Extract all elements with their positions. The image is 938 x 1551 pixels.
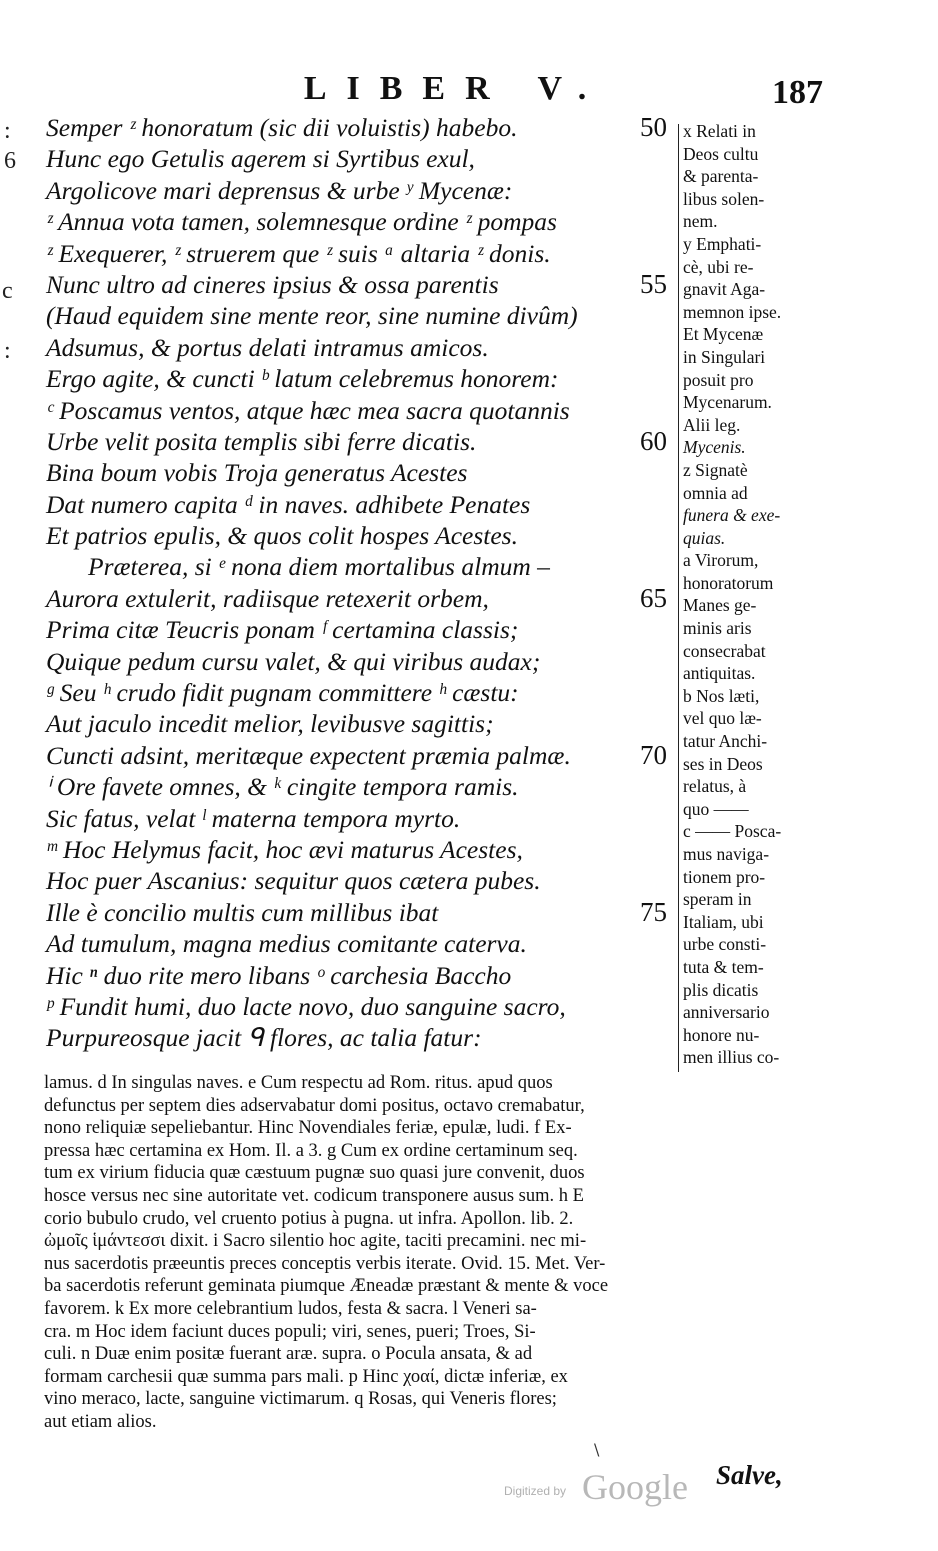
verse-line bbox=[46, 614, 661, 645]
margin-mark: c bbox=[2, 278, 13, 304]
line-number: 75 bbox=[640, 896, 667, 927]
footnote-line: ὠμοῖς ἱμάντεσσι dixit. i Sacro silentio hoc agite, taciti precamini. nec mi- bbox=[44, 1231, 587, 1252]
verse-line bbox=[46, 551, 661, 582]
verse-text: Hoc puer Ascanius: sequitur quos cætera pubes. bbox=[46, 866, 541, 896]
side-note-line: funera & exe- bbox=[683, 505, 781, 526]
side-note-line: ses in Deos bbox=[683, 753, 763, 774]
verse-line bbox=[46, 363, 661, 394]
verse-line bbox=[46, 175, 661, 206]
verse-text: Bina boum vobis Troja generatus Acestes bbox=[46, 458, 468, 488]
verse-line bbox=[46, 520, 661, 551]
side-note-line: quo —— bbox=[683, 798, 749, 819]
footnote-line: cra. m Hoc idem faciunt duces populi; viri, senes, pueri; Troes, Si- bbox=[44, 1321, 536, 1342]
footnote-line: ba sacerdotis referunt geminata piumque Æneadæ præstant & mente & voce bbox=[44, 1276, 609, 1297]
side-note-line: honore nu- bbox=[683, 1024, 760, 1045]
side-note-line: nem. bbox=[683, 211, 718, 232]
verse-line bbox=[46, 991, 661, 1022]
side-note-line: in Singulari bbox=[683, 346, 766, 367]
digitized-by-label: Digitized by bbox=[504, 1484, 567, 1498]
verse-line bbox=[46, 803, 661, 834]
verse-text: (Haud equidem sine mente reor, sine numine divûm) bbox=[46, 301, 578, 331]
verse-text: Argolicove mari deprensus & urbe ʸ Mycenæ: bbox=[46, 175, 513, 205]
verse-text: ᶻ Annua vota tamen, solemnesque ordine ᶻ pompas bbox=[46, 207, 557, 237]
side-note-line: vel quo læ- bbox=[683, 708, 762, 729]
verse-text: Hunc ego Getulis agerem si Syrtibus exul, bbox=[46, 144, 475, 174]
verse-line bbox=[46, 489, 661, 520]
side-note-line: Italiam, ubi bbox=[683, 911, 764, 932]
margin-mark: 6 bbox=[4, 148, 16, 174]
verse-text: Cuncti adsint, meritæque expectent præmia palmæ. bbox=[46, 740, 571, 770]
side-note-line: relatus, à bbox=[683, 776, 747, 797]
side-note-line: Mycenis. bbox=[683, 437, 746, 458]
side-note-line: urbe consti- bbox=[683, 934, 767, 955]
verse-text: ᵖ Fundit humi, duo lacte novo, duo sanguine sacro, bbox=[46, 991, 566, 1021]
verse-line bbox=[46, 960, 661, 991]
side-note-line: Deos cultu bbox=[683, 143, 759, 164]
verse-text: ᵐ Hoc Helymus facit, hoc ævi maturus Acestes, bbox=[46, 834, 523, 864]
footnote-line: hosce versus nec sine autoritate vet. codicum transponere ausus sum. h E bbox=[44, 1185, 584, 1206]
verse-text: Ergo agite, & cuncti ᵇ latum celebremus honorem: bbox=[46, 364, 559, 394]
verse-line bbox=[46, 238, 661, 269]
verse-line bbox=[46, 646, 661, 677]
verse-line bbox=[46, 739, 667, 771]
verse-text: Purpureosque jacit ᑫ flores, ac talia fatur: bbox=[46, 1023, 482, 1053]
verse-text: Præterea, si ᵉ nona diem mortalibus almum – bbox=[88, 552, 550, 582]
verse-text: ᶜ Poscamus ventos, atque hæc mea sacra quotannis bbox=[46, 395, 570, 425]
google-watermark: Google bbox=[582, 1467, 688, 1507]
verse-text: Sic fatus, velat ˡ materna tempora myrto. bbox=[46, 803, 461, 833]
verse-text: Ad tumulum, magna medius comitante caterva. bbox=[46, 929, 527, 959]
margin-mark: : bbox=[4, 118, 11, 144]
verse-line bbox=[46, 677, 661, 708]
verse-text: Urbe velit posita templis sibi ferre dicatis. bbox=[46, 426, 477, 456]
verse-text: ᵍ Seu ʰ crudo fidit pugnam committere ʰ cæstu: bbox=[46, 678, 519, 708]
side-note-line: Mycenarum. bbox=[683, 392, 772, 413]
side-note-line: Manes ge- bbox=[683, 595, 757, 616]
side-note-line: tionem pro- bbox=[683, 866, 766, 887]
side-note-line: z Signatè bbox=[683, 459, 748, 480]
side-note-line: mus naviga- bbox=[683, 844, 770, 864]
side-note-line: gnavit Aga- bbox=[683, 279, 766, 300]
verse-text: Adsumus, & portus delati intramus amicos. bbox=[46, 332, 489, 362]
footnote-line: lamus. d In singulas naves. e Cum respectu ad Rom. ritus. apud quos bbox=[44, 1073, 553, 1093]
side-note-line: b Nos læti, bbox=[683, 685, 760, 706]
column-divider bbox=[678, 124, 679, 1072]
verse-line bbox=[46, 582, 667, 614]
side-note-line: memnon ipse. bbox=[683, 301, 782, 322]
verse-text: Aurora extulerit, radiisque retexerit orbem, bbox=[46, 583, 489, 613]
footnotes bbox=[44, 1072, 814, 1434]
footnote-line: tum ex virium fiducia quæ cæstuum pugnæ suo quasi jure convenit, duos bbox=[44, 1163, 585, 1184]
side-note-line: a Virorum, bbox=[683, 550, 759, 571]
side-note-line: Alii leg. bbox=[683, 414, 741, 435]
side-note-line: cè, ubi re- bbox=[683, 256, 754, 277]
side-note-line: minis aris bbox=[683, 618, 752, 639]
footnote-line: culi. n Duæ enim positæ fuerant aræ. supra. o Pocula ansata, & ad bbox=[44, 1344, 533, 1365]
verse-text: Nunc ultro ad cineres ipsius & ossa parentis bbox=[46, 269, 499, 299]
verse-text: Et patrios epulis, & quos colit hospes Acestes. bbox=[46, 521, 518, 551]
verse-line bbox=[46, 332, 661, 363]
side-note-line: & parenta- bbox=[683, 166, 759, 187]
side-note-line: men illius co- bbox=[683, 1047, 780, 1068]
side-notes bbox=[683, 120, 833, 1069]
side-note-line: posuit pro bbox=[683, 369, 754, 390]
running-header: LIBER V. bbox=[303, 70, 607, 107]
footnote-line: vino meraco, lacte, sanguine victimarum. q Rosas, qui Veneris flores; bbox=[44, 1389, 557, 1410]
side-note-line: tatur Anchi- bbox=[683, 731, 768, 752]
footnote-line: pressa hæc certamina ex Hom. Il. a 3. g Cum ex ordine certaminum seq. bbox=[44, 1140, 578, 1161]
verse-line bbox=[46, 395, 661, 426]
side-note-line: omnia ad bbox=[683, 482, 748, 503]
side-note-line: Et Mycenæ bbox=[683, 324, 764, 345]
verse-line bbox=[46, 771, 661, 802]
line-number: 70 bbox=[640, 739, 667, 770]
verse-line bbox=[46, 457, 661, 488]
line-number: 50 bbox=[640, 112, 667, 142]
verse-block bbox=[46, 112, 667, 1054]
footnote-line: aut etiam alios. bbox=[44, 1411, 157, 1432]
line-number: 65 bbox=[640, 582, 667, 613]
verse-line bbox=[46, 143, 661, 174]
verse-line bbox=[46, 834, 661, 865]
side-note-line: speram in bbox=[683, 889, 752, 910]
side-note-line: honoratorum bbox=[683, 572, 774, 593]
verse-line bbox=[46, 112, 667, 143]
page-number: 187 bbox=[772, 74, 823, 111]
side-note-line: antiquitas. bbox=[683, 663, 756, 684]
footnote-line: favorem. k Ex more celebrantium ludos, festa & sacra. l Veneri sa- bbox=[44, 1298, 537, 1319]
verse-text: ⁱ Ore favete omnes, & ᵏ cingite tempora ramis. bbox=[46, 772, 519, 802]
footnote-line: nus sacerdotis præeuntis preces conceptis verbis iterate. Ovid. 15. Met. Ver- bbox=[44, 1253, 606, 1274]
verse-line bbox=[46, 708, 661, 739]
verse-line bbox=[46, 268, 667, 300]
side-note-line: c —— Posca- bbox=[683, 821, 782, 842]
side-note-line: x Relati in bbox=[683, 121, 756, 141]
catchword: Salve, bbox=[716, 1460, 783, 1490]
footnote-line: corio bubulo crudo, vel cruento potius à pugna. ut infra. Apollon. lib. 2. bbox=[44, 1208, 574, 1229]
side-note-line: plis dicatis bbox=[683, 979, 759, 1000]
verse-line bbox=[46, 425, 667, 457]
side-note-line: anniversario bbox=[683, 1002, 770, 1023]
verse-line bbox=[46, 300, 661, 331]
verse-line bbox=[46, 928, 661, 959]
verse-line bbox=[46, 206, 661, 237]
verse-line bbox=[46, 896, 667, 928]
margin-mark: : bbox=[4, 338, 11, 364]
verse-text: Hic ⁿ duo rite mero libans ᵒ carchesia Baccho bbox=[46, 960, 512, 990]
verse-text: Aut jaculo incedit melior, levibusve sagittis; bbox=[46, 709, 494, 739]
verse-text: Quique pedum cursu valet, & qui viribus audax; bbox=[46, 646, 541, 676]
verse-text: Dat numero capita ᵈ in naves. adhibete Penates bbox=[46, 489, 531, 519]
footnote-line: formam carchesii quæ summa pars mali. p Hinc χοαί, dictæ inferiæ, ex bbox=[44, 1366, 568, 1387]
side-note-line: libus solen- bbox=[683, 188, 765, 209]
side-note-line: tuta & tem- bbox=[683, 956, 764, 977]
verse-text: ᶻ Exequerer, ᶻ struerem que ᶻ suis ᵃ altaria ᶻ donis. bbox=[46, 238, 551, 268]
side-note-line: quias. bbox=[683, 527, 726, 548]
verse-line bbox=[46, 865, 661, 896]
verse-text: Prima citæ Teucris ponam ᶠ certamina classis; bbox=[46, 615, 519, 645]
line-number: 55 bbox=[640, 268, 667, 299]
verse-line bbox=[46, 1022, 661, 1053]
verse-text: Ille è concilio multis cum millibus ibat bbox=[46, 897, 439, 927]
line-number: 60 bbox=[640, 425, 667, 456]
side-note-line: consecrabat bbox=[683, 640, 766, 661]
footnote-line: nono reliquiæ sepeliebantur. Hinc Novendiales feriæ, epulæ, ludi. f Ex- bbox=[44, 1118, 572, 1139]
tick-mark: \ bbox=[594, 1440, 600, 1459]
side-note-line: y Emphati- bbox=[683, 233, 762, 254]
verse-text: Semper ᶻ honoratum (sic dii voluistis) habebo. bbox=[46, 113, 518, 142]
footnote-line: defunctus per septem dies adservabatur domi positus, octavo cremabatur, bbox=[44, 1095, 585, 1116]
